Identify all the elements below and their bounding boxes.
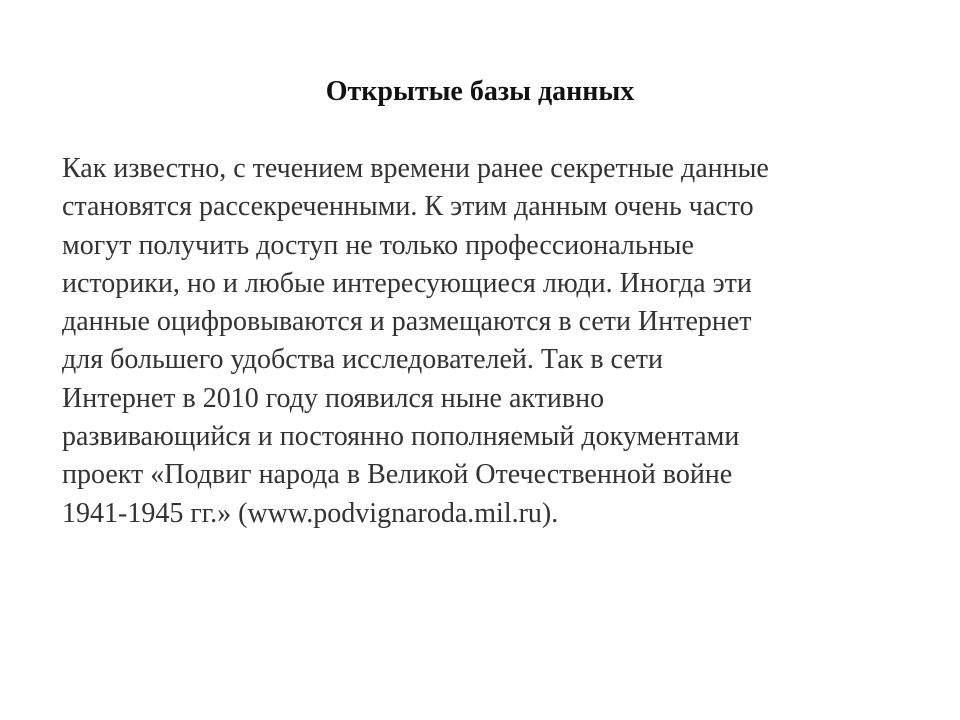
paragraph-line: развивающийся и постоянно пополняемый документами <box>62 421 740 453</box>
paragraph-line: 1941-1945 гг.» (www.podvignaroda.mil.ru). <box>62 497 559 529</box>
paragraph-line: становятся рассекреченными. К этим данным очень часто <box>62 191 754 223</box>
paragraph-line: могут получить доступ не только профессиональные <box>62 229 694 261</box>
paragraph-line: проект «Подвиг народа в Великой Отечественной войне <box>62 459 733 491</box>
paragraph-line: Интернет в 2010 году появился ныне активно <box>62 382 605 414</box>
paragraph-line: для большего удобства исследователей. Так в сети <box>62 344 663 376</box>
paragraph-line: историки, но и любые интересующиеся люди. Иногда эти <box>62 267 752 299</box>
slide-paragraph <box>62 150 902 533</box>
slide-title: Открытые базы данных <box>325 76 635 107</box>
paragraph-line: данные оцифровываются и размещаются в сети Интернет <box>62 306 752 338</box>
paragraph-line: Как известно, с течением времени ранее секретные данные <box>62 153 769 184</box>
